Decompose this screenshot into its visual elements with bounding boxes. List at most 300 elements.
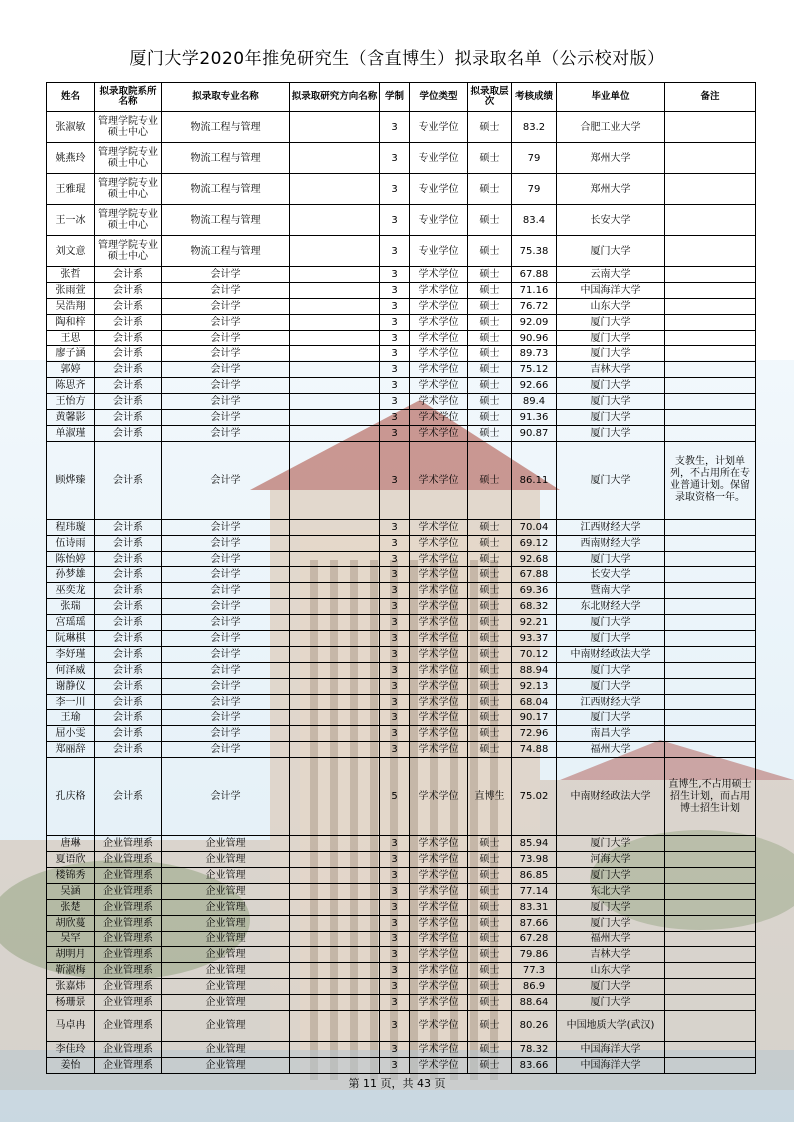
cell-direction	[290, 742, 380, 758]
cell-level: 硕士	[468, 836, 512, 852]
cell-major: 会计学	[162, 425, 290, 441]
cell-direction	[290, 143, 380, 174]
cell-score: 90.87	[512, 425, 557, 441]
table-row	[47, 205, 756, 236]
cell-level: 硕士	[468, 236, 512, 267]
cell-degree-type: 学术学位	[410, 947, 468, 963]
cell-score: 79.86	[512, 947, 557, 963]
cell-remark	[665, 947, 756, 963]
cell-major: 企业管理	[162, 915, 290, 931]
cell-school: 厦门大学	[557, 631, 665, 647]
cell-score: 86.9	[512, 979, 557, 995]
cell-remark	[665, 963, 756, 979]
cell-degree-type: 学术学位	[410, 551, 468, 567]
cell-major: 物流工程与管理	[162, 236, 290, 267]
cell-level: 硕士	[468, 425, 512, 441]
cell-name: 李妤瑾	[47, 646, 95, 662]
table-row	[47, 852, 756, 868]
cell-remark	[665, 362, 756, 378]
cell-remark	[665, 425, 756, 441]
cell-name: 王一冰	[47, 205, 95, 236]
cell-direction	[290, 535, 380, 551]
cell-level: 硕士	[468, 1041, 512, 1057]
cell-score: 93.37	[512, 631, 557, 647]
cell-major: 会计学	[162, 694, 290, 710]
cell-name: 宫瑶瑶	[47, 615, 95, 631]
col-header-score: 考核成绩	[512, 83, 557, 112]
cell-score: 75.12	[512, 362, 557, 378]
cell-major: 会计学	[162, 758, 290, 836]
cell-duration: 3	[380, 836, 410, 852]
cell-dept: 企业管理系	[95, 963, 162, 979]
cell-major: 会计学	[162, 662, 290, 678]
cell-name: 李一川	[47, 694, 95, 710]
cell-school: 云南大学	[557, 267, 665, 283]
cell-degree-type: 学术学位	[410, 599, 468, 615]
cell-name: 孔庆格	[47, 758, 95, 836]
cell-score: 89.73	[512, 346, 557, 362]
cell-dept: 会计系	[95, 362, 162, 378]
cell-major: 物流工程与管理	[162, 205, 290, 236]
cell-score: 89.4	[512, 394, 557, 410]
cell-major: 物流工程与管理	[162, 143, 290, 174]
table-row	[47, 694, 756, 710]
table-row	[47, 378, 756, 394]
cell-duration: 3	[380, 205, 410, 236]
cell-name: 孙梦雄	[47, 567, 95, 583]
cell-name: 李佳玲	[47, 1041, 95, 1057]
table-row	[47, 899, 756, 915]
cell-school: 郑州大学	[557, 174, 665, 205]
cell-school: 西南财经大学	[557, 535, 665, 551]
cell-remark	[665, 205, 756, 236]
cell-school: 中国海洋大学	[557, 282, 665, 298]
cell-degree-type: 专业学位	[410, 143, 468, 174]
cell-degree-type: 学术学位	[410, 282, 468, 298]
cell-level: 硕士	[468, 519, 512, 535]
cell-direction	[290, 378, 380, 394]
cell-major: 物流工程与管理	[162, 174, 290, 205]
cell-duration: 3	[380, 362, 410, 378]
cell-school: 中国海洋大学	[557, 1041, 665, 1057]
cell-direction	[290, 394, 380, 410]
cell-dept: 企业管理系	[95, 883, 162, 899]
cell-school: 厦门大学	[557, 678, 665, 694]
cell-name: 谢静仪	[47, 678, 95, 694]
cell-duration: 3	[380, 915, 410, 931]
cell-dept: 管理学院专业硕士中心	[95, 112, 162, 143]
table-row	[47, 915, 756, 931]
cell-name: 马卓冉	[47, 1010, 95, 1041]
cell-level: 硕士	[468, 883, 512, 899]
cell-name: 王怡方	[47, 394, 95, 410]
cell-dept: 会计系	[95, 583, 162, 599]
cell-school: 厦门大学	[557, 378, 665, 394]
cell-duration: 3	[380, 867, 410, 883]
table-row	[47, 931, 756, 947]
cell-dept: 会计系	[95, 615, 162, 631]
cell-score: 90.96	[512, 330, 557, 346]
table-row	[47, 631, 756, 647]
cell-score: 79	[512, 174, 557, 205]
cell-duration: 3	[380, 1010, 410, 1041]
cell-score: 72.96	[512, 726, 557, 742]
cell-degree-type: 学术学位	[410, 441, 468, 519]
cell-level: 硕士	[468, 330, 512, 346]
cell-degree-type: 专业学位	[410, 236, 468, 267]
cell-remark	[665, 979, 756, 995]
cell-school: 福州大学	[557, 931, 665, 947]
cell-duration: 3	[380, 899, 410, 915]
cell-degree-type: 学术学位	[410, 425, 468, 441]
cell-duration: 3	[380, 947, 410, 963]
cell-name: 廖子涵	[47, 346, 95, 362]
cell-name: 郭婷	[47, 362, 95, 378]
cell-direction	[290, 112, 380, 143]
table-row	[47, 758, 756, 836]
cell-direction	[290, 883, 380, 899]
cell-remark	[665, 836, 756, 852]
cell-duration: 3	[380, 678, 410, 694]
cell-duration: 3	[380, 726, 410, 742]
cell-name: 黄馨影	[47, 410, 95, 426]
cell-degree-type: 学术学位	[410, 710, 468, 726]
cell-name: 刘文意	[47, 236, 95, 267]
cell-direction	[290, 836, 380, 852]
cell-name: 张楚	[47, 899, 95, 915]
cell-major: 企业管理	[162, 1041, 290, 1057]
cell-duration: 3	[380, 710, 410, 726]
cell-name: 夏语欣	[47, 852, 95, 868]
cell-dept: 会计系	[95, 394, 162, 410]
table-row	[47, 583, 756, 599]
cell-direction	[290, 1041, 380, 1057]
cell-name: 张淑敏	[47, 112, 95, 143]
cell-score: 83.2	[512, 112, 557, 143]
table-row	[47, 995, 756, 1011]
table-row	[47, 425, 756, 441]
cell-dept: 会计系	[95, 410, 162, 426]
cell-school: 长安大学	[557, 567, 665, 583]
table-row	[47, 599, 756, 615]
cell-name: 王思	[47, 330, 95, 346]
cell-duration: 3	[380, 995, 410, 1011]
cell-school: 厦门大学	[557, 979, 665, 995]
cell-dept: 会计系	[95, 298, 162, 314]
cell-duration: 3	[380, 1057, 410, 1073]
cell-dept: 企业管理系	[95, 947, 162, 963]
cell-degree-type: 学术学位	[410, 883, 468, 899]
cell-score: 70.04	[512, 519, 557, 535]
cell-degree-type: 学术学位	[410, 314, 468, 330]
cell-duration: 3	[380, 519, 410, 535]
cell-duration: 3	[380, 646, 410, 662]
table-row	[47, 867, 756, 883]
cell-name: 陈思齐	[47, 378, 95, 394]
cell-direction	[290, 710, 380, 726]
cell-direction	[290, 631, 380, 647]
cell-name: 胡明月	[47, 947, 95, 963]
cell-level: 硕士	[468, 899, 512, 915]
cell-major: 会计学	[162, 346, 290, 362]
cell-direction	[290, 915, 380, 931]
cell-degree-type: 学术学位	[410, 678, 468, 694]
cell-score: 92.09	[512, 314, 557, 330]
cell-school: 郑州大学	[557, 143, 665, 174]
cell-level: 硕士	[468, 947, 512, 963]
cell-dept: 企业管理系	[95, 931, 162, 947]
cell-remark	[665, 915, 756, 931]
cell-major: 会计学	[162, 742, 290, 758]
col-header-major: 拟录取专业名称	[162, 83, 290, 112]
cell-dept: 会计系	[95, 282, 162, 298]
cell-dept: 会计系	[95, 726, 162, 742]
cell-school: 中南财经政法大学	[557, 646, 665, 662]
cell-school: 厦门大学	[557, 236, 665, 267]
cell-remark	[665, 567, 756, 583]
cell-remark	[665, 646, 756, 662]
cell-remark	[665, 298, 756, 314]
cell-score: 85.94	[512, 836, 557, 852]
cell-duration: 3	[380, 615, 410, 631]
cell-score: 75.38	[512, 236, 557, 267]
cell-score: 79	[512, 143, 557, 174]
cell-direction	[290, 899, 380, 915]
cell-dept: 会计系	[95, 742, 162, 758]
cell-score: 73.98	[512, 852, 557, 868]
cell-duration: 3	[380, 174, 410, 205]
cell-degree-type: 学术学位	[410, 267, 468, 283]
cell-direction	[290, 646, 380, 662]
cell-school: 山东大学	[557, 298, 665, 314]
table-row	[47, 410, 756, 426]
cell-major: 会计学	[162, 314, 290, 330]
cell-school: 厦门大学	[557, 915, 665, 931]
cell-level: 硕士	[468, 931, 512, 947]
cell-school: 厦门大学	[557, 551, 665, 567]
cell-name: 何泽威	[47, 662, 95, 678]
cell-major: 会计学	[162, 441, 290, 519]
cell-degree-type: 学术学位	[410, 899, 468, 915]
cell-school: 厦门大学	[557, 346, 665, 362]
cell-score: 71.16	[512, 282, 557, 298]
cell-duration: 3	[380, 394, 410, 410]
admission-table	[46, 82, 756, 1074]
cell-major: 企业管理	[162, 867, 290, 883]
cell-dept: 会计系	[95, 710, 162, 726]
cell-direction	[290, 1010, 380, 1041]
cell-name: 阮琳棋	[47, 631, 95, 647]
cell-major: 会计学	[162, 678, 290, 694]
cell-school: 吉林大学	[557, 362, 665, 378]
cell-level: 硕士	[468, 362, 512, 378]
cell-direction	[290, 867, 380, 883]
cell-name: 吴涵	[47, 883, 95, 899]
cell-score: 67.28	[512, 931, 557, 947]
cell-dept: 会计系	[95, 758, 162, 836]
cell-school: 厦门大学	[557, 710, 665, 726]
cell-dept: 会计系	[95, 551, 162, 567]
cell-score: 80.26	[512, 1010, 557, 1041]
cell-remark	[665, 615, 756, 631]
cell-level: 硕士	[468, 615, 512, 631]
cell-direction	[290, 519, 380, 535]
cell-duration: 3	[380, 267, 410, 283]
cell-score: 91.36	[512, 410, 557, 426]
table-row	[47, 441, 756, 519]
cell-school: 中国海洋大学	[557, 1057, 665, 1073]
cell-dept: 会计系	[95, 441, 162, 519]
cell-direction	[290, 726, 380, 742]
cell-name: 巫奕龙	[47, 583, 95, 599]
cell-score: 83.66	[512, 1057, 557, 1073]
cell-degree-type: 学术学位	[410, 662, 468, 678]
cell-remark	[665, 852, 756, 868]
cell-school: 厦门大学	[557, 425, 665, 441]
cell-direction	[290, 1057, 380, 1073]
cell-degree-type: 专业学位	[410, 205, 468, 236]
cell-score: 75.02	[512, 758, 557, 836]
cell-level: 硕士	[468, 963, 512, 979]
cell-dept: 管理学院专业硕士中心	[95, 174, 162, 205]
cell-direction	[290, 758, 380, 836]
cell-level: 硕士	[468, 143, 512, 174]
cell-level: 硕士	[468, 915, 512, 931]
cell-level: 硕士	[468, 441, 512, 519]
cell-school: 暨南大学	[557, 583, 665, 599]
cell-major: 会计学	[162, 282, 290, 298]
cell-score: 68.32	[512, 599, 557, 615]
cell-name: 顾烨臻	[47, 441, 95, 519]
cell-duration: 3	[380, 567, 410, 583]
cell-major: 企业管理	[162, 899, 290, 915]
cell-school: 中南财经政法大学	[557, 758, 665, 836]
cell-level: 硕士	[468, 710, 512, 726]
table-row	[47, 963, 756, 979]
cell-school: 厦门大学	[557, 995, 665, 1011]
cell-dept: 会计系	[95, 678, 162, 694]
cell-dept: 会计系	[95, 662, 162, 678]
table-row	[47, 678, 756, 694]
cell-remark	[665, 867, 756, 883]
cell-dept: 会计系	[95, 267, 162, 283]
cell-name: 杨珊景	[47, 995, 95, 1011]
cell-school: 河海大学	[557, 852, 665, 868]
cell-degree-type: 学术学位	[410, 346, 468, 362]
cell-duration: 3	[380, 298, 410, 314]
cell-school: 山东大学	[557, 963, 665, 979]
cell-dept: 企业管理系	[95, 899, 162, 915]
cell-remark	[665, 694, 756, 710]
cell-score: 67.88	[512, 567, 557, 583]
cell-direction	[290, 205, 380, 236]
cell-remark	[665, 410, 756, 426]
table-row	[47, 742, 756, 758]
cell-major: 企业管理	[162, 963, 290, 979]
cell-level: 硕士	[468, 551, 512, 567]
cell-direction	[290, 425, 380, 441]
cell-major: 企业管理	[162, 883, 290, 899]
cell-remark	[665, 267, 756, 283]
cell-duration: 3	[380, 979, 410, 995]
cell-score: 69.12	[512, 535, 557, 551]
table-header-row	[47, 83, 756, 112]
table-row	[47, 1057, 756, 1073]
cell-school: 东北大学	[557, 883, 665, 899]
cell-remark	[665, 995, 756, 1011]
cell-school: 中国地质大学(武汉)	[557, 1010, 665, 1041]
cell-duration: 3	[380, 742, 410, 758]
cell-school: 厦门大学	[557, 867, 665, 883]
cell-degree-type: 学术学位	[410, 1041, 468, 1057]
cell-school: 江西财经大学	[557, 694, 665, 710]
cell-level: 硕士	[468, 314, 512, 330]
cell-degree-type: 学术学位	[410, 742, 468, 758]
cell-level: 硕士	[468, 694, 512, 710]
cell-direction	[290, 298, 380, 314]
cell-level: 硕士	[468, 583, 512, 599]
page-title: 厦门大学2020年推免研究生（含直博生）拟录取名单（公示校对版）	[129, 49, 665, 69]
cell-score: 76.72	[512, 298, 557, 314]
table-row	[47, 1041, 756, 1057]
table-row	[47, 662, 756, 678]
cell-school: 厦门大学	[557, 410, 665, 426]
cell-remark	[665, 174, 756, 205]
table-row	[47, 362, 756, 378]
cell-school: 厦门大学	[557, 662, 665, 678]
cell-remark	[665, 346, 756, 362]
cell-dept: 企业管理系	[95, 1041, 162, 1057]
cell-name: 张嘉炜	[47, 979, 95, 995]
cell-remark	[665, 662, 756, 678]
cell-level: 硕士	[468, 678, 512, 694]
col-header-duration: 学制	[380, 83, 410, 112]
cell-duration: 3	[380, 346, 410, 362]
cell-major: 会计学	[162, 330, 290, 346]
cell-dept: 企业管理系	[95, 979, 162, 995]
table-row	[47, 646, 756, 662]
cell-major: 会计学	[162, 394, 290, 410]
cell-level: 硕士	[468, 995, 512, 1011]
cell-duration: 3	[380, 662, 410, 678]
cell-direction	[290, 963, 380, 979]
cell-major: 会计学	[162, 410, 290, 426]
cell-level: 硕士	[468, 867, 512, 883]
cell-name: 王瑜	[47, 710, 95, 726]
cell-level: 硕士	[468, 346, 512, 362]
cell-remark	[665, 726, 756, 742]
cell-dept: 企业管理系	[95, 852, 162, 868]
cell-dept: 会计系	[95, 631, 162, 647]
cell-direction	[290, 410, 380, 426]
cell-score: 83.31	[512, 899, 557, 915]
cell-dept: 企业管理系	[95, 995, 162, 1011]
cell-degree-type: 学术学位	[410, 694, 468, 710]
cell-score: 90.17	[512, 710, 557, 726]
cell-name: 张瑞	[47, 599, 95, 615]
cell-duration: 3	[380, 694, 410, 710]
cell-duration: 3	[380, 378, 410, 394]
cell-school: 长安大学	[557, 205, 665, 236]
cell-score: 92.13	[512, 678, 557, 694]
cell-degree-type: 学术学位	[410, 394, 468, 410]
cell-level: 硕士	[468, 282, 512, 298]
cell-level: 硕士	[468, 298, 512, 314]
table-row	[47, 174, 756, 205]
cell-dept: 企业管理系	[95, 836, 162, 852]
table-row	[47, 267, 756, 283]
col-header-level: 拟录取层次	[468, 83, 512, 112]
